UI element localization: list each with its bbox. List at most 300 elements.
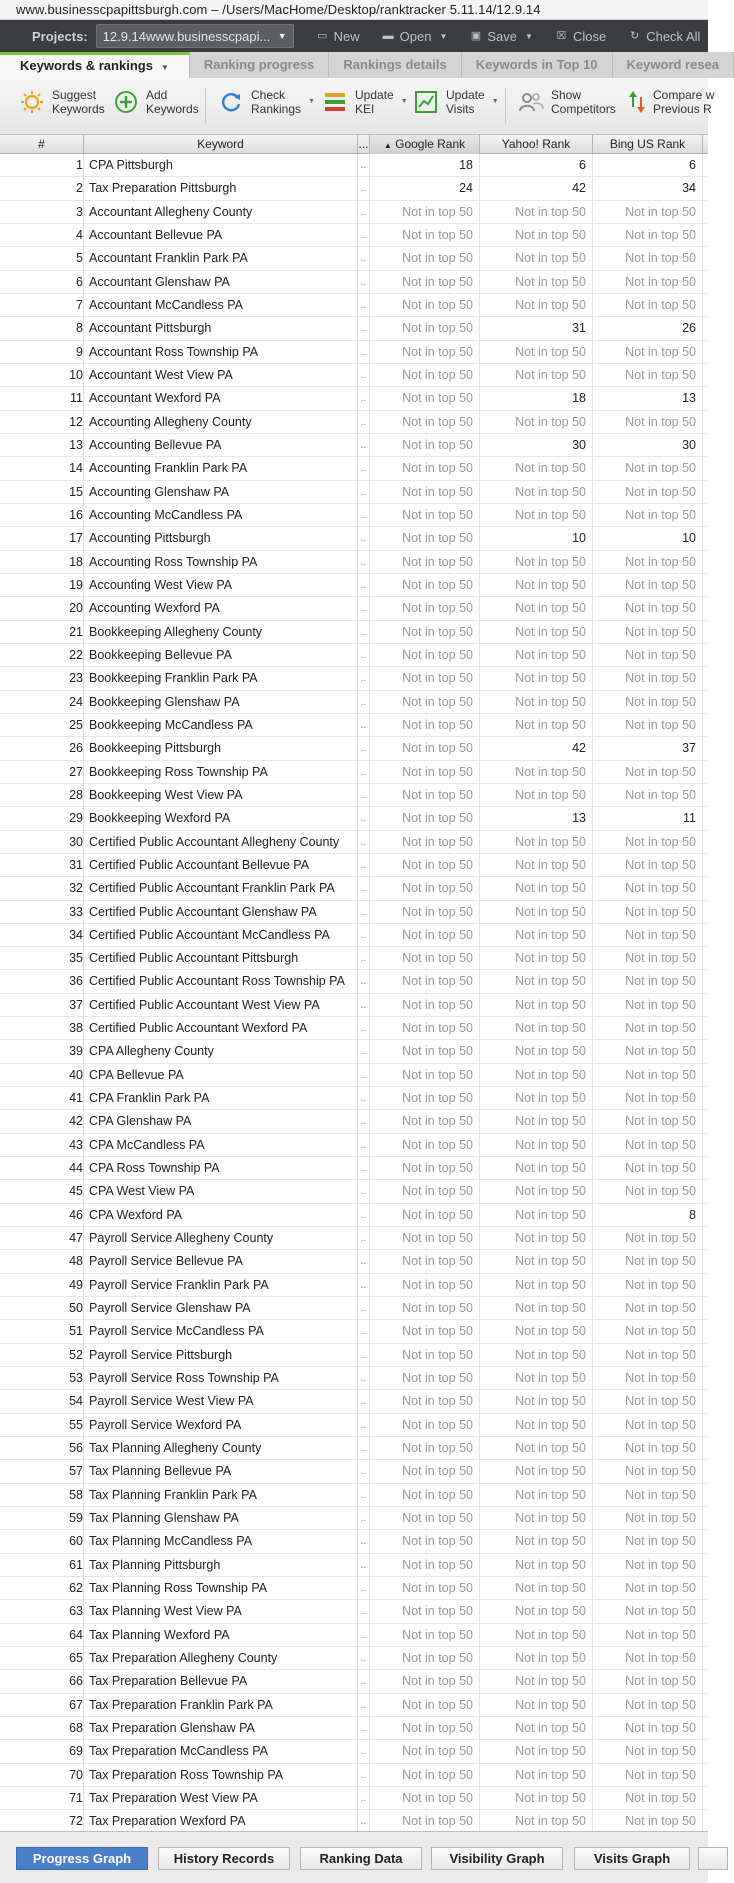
table-row[interactable] (0, 271, 708, 294)
more-cell: .. (358, 761, 370, 783)
table-row[interactable] (0, 807, 708, 830)
table-row[interactable] (0, 224, 708, 247)
overflow-cell (703, 761, 708, 783)
overflow-cell (703, 947, 708, 969)
save-button[interactable] (469, 29, 533, 44)
table-row[interactable] (0, 1180, 708, 1203)
column-header-bing-rank[interactable] (593, 135, 703, 154)
google-rank-cell: Not in top 50 (370, 201, 480, 223)
bing-rank-cell: Not in top 50 (593, 1110, 703, 1132)
bing-rank-cell: Not in top 50 (593, 621, 703, 643)
google-rank-cell: Not in top 50 (370, 1227, 480, 1249)
tab-visibility-graph[interactable] (431, 1847, 563, 1870)
bing-rank-cell: 34 (593, 177, 703, 199)
more-cell: .. (358, 714, 370, 736)
bing-rank-cell: Not in top 50 (593, 901, 703, 923)
yahoo-rank-cell: 31 (480, 317, 593, 339)
keyword-cell: Bookkeeping Ross Township PA (84, 761, 358, 783)
header-label: # (38, 137, 45, 151)
yahoo-rank-cell: Not in top 50 (480, 1227, 593, 1249)
bing-rank-cell: Not in top 50 (593, 784, 703, 806)
more-cell: .. (358, 1180, 370, 1202)
more-cell: .. (358, 1320, 370, 1342)
overflow-cell (703, 574, 708, 596)
keyword-cell: Certified Public Accountant Allegheny County (84, 831, 358, 853)
more-cell: .. (358, 1344, 370, 1366)
table-row[interactable] (0, 387, 708, 410)
table-row[interactable] (0, 691, 708, 714)
keyword-cell: Bookkeeping Bellevue PA (84, 644, 358, 666)
row-number: 48 (0, 1250, 84, 1272)
table-row[interactable] (0, 457, 708, 480)
yahoo-rank-cell: Not in top 50 (480, 621, 593, 643)
open-button[interactable] (382, 29, 448, 44)
table-row[interactable] (0, 1717, 708, 1740)
row-number: 61 (0, 1554, 84, 1576)
table-row[interactable] (0, 1507, 708, 1530)
more-cell: .. (358, 831, 370, 853)
google-rank-cell: Not in top 50 (370, 457, 480, 479)
table-row[interactable] (0, 714, 708, 737)
yahoo-rank-cell: Not in top 50 (480, 1484, 593, 1506)
keyword-cell: Accountant Wexford PA (84, 387, 358, 409)
row-number: 23 (0, 667, 84, 689)
yahoo-rank-cell: Not in top 50 (480, 1297, 593, 1319)
yahoo-rank-cell: Not in top 50 (480, 481, 593, 503)
chevron-down-icon: ▼ (491, 98, 499, 105)
table-row[interactable] (0, 1204, 708, 1227)
show-competitors-button[interactable] (517, 88, 616, 116)
close-button[interactable] (555, 29, 606, 44)
more-cell: .. (358, 411, 370, 433)
keyword-cell: CPA Allegheny County (84, 1040, 358, 1062)
yahoo-rank-cell: Not in top 50 (480, 1437, 593, 1459)
table-row[interactable] (0, 1390, 708, 1413)
more-cell: .. (358, 1647, 370, 1669)
chevron-down-icon: ▼ (439, 31, 448, 41)
table-row[interactable] (0, 1530, 708, 1553)
yahoo-rank-cell: Not in top 50 (480, 1554, 593, 1576)
bing-rank-cell: 30 (593, 434, 703, 456)
tab-keyword-research[interactable] (613, 52, 734, 78)
table-row[interactable] (0, 1460, 708, 1483)
table-row[interactable] (0, 1437, 708, 1460)
more-cell: .. (358, 527, 370, 549)
keyword-cell: Payroll Service Pittsburgh (84, 1344, 358, 1366)
google-rank-cell: Not in top 50 (370, 947, 480, 969)
keyword-cell: Payroll Service West View PA (84, 1390, 358, 1412)
yahoo-rank-cell: Not in top 50 (480, 854, 593, 876)
more-cell: .. (358, 1694, 370, 1716)
table-row[interactable] (0, 341, 708, 364)
google-rank-cell: Not in top 50 (370, 784, 480, 806)
bing-rank-cell: Not in top 50 (593, 1134, 703, 1156)
row-number: 65 (0, 1647, 84, 1669)
column-header-number[interactable] (0, 135, 84, 154)
row-number: 56 (0, 1437, 84, 1459)
overflow-cell (703, 387, 708, 409)
keyword-cell: Accountant Bellevue PA (84, 224, 358, 246)
update-kei-button[interactable] (321, 88, 408, 116)
table-row[interactable] (0, 1787, 708, 1810)
table-row[interactable] (0, 1600, 708, 1623)
bing-rank-cell: Not in top 50 (593, 247, 703, 269)
table-row[interactable] (0, 434, 708, 457)
overflow-cell (703, 831, 708, 853)
table-row[interactable] (0, 201, 708, 224)
google-rank-cell: Not in top 50 (370, 1157, 480, 1179)
google-rank-cell: Not in top 50 (370, 737, 480, 759)
table-row[interactable] (0, 1414, 708, 1437)
table-row[interactable] (0, 1694, 708, 1717)
keyword-cell: Bookkeeping Wexford PA (84, 807, 358, 829)
keyword-cell: CPA West View PA (84, 1180, 358, 1202)
keyword-cell: Accounting McCandless PA (84, 504, 358, 526)
google-rank-cell: Not in top 50 (370, 691, 480, 713)
table-row[interactable] (0, 1017, 708, 1040)
table-row[interactable] (0, 247, 708, 270)
keyword-cell: Bookkeeping Glenshaw PA (84, 691, 358, 713)
keyword-cell: Bookkeeping Franklin Park PA (84, 667, 358, 689)
suggest-keywords-button[interactable] (18, 88, 105, 116)
row-number: 17 (0, 527, 84, 549)
google-rank-cell: Not in top 50 (370, 1064, 480, 1086)
yahoo-rank-cell: Not in top 50 (480, 341, 593, 363)
keyword-cell: Accounting Pittsburgh (84, 527, 358, 549)
row-number: 32 (0, 877, 84, 899)
table-row[interactable] (0, 947, 708, 970)
bing-rank-cell: 37 (593, 737, 703, 759)
table-row[interactable] (0, 1250, 708, 1273)
bing-rank-cell: Not in top 50 (593, 691, 703, 713)
update-visits-label: Update Visits (446, 88, 485, 116)
row-number: 53 (0, 1367, 84, 1389)
more-cell: .. (358, 341, 370, 363)
row-number: 45 (0, 1180, 84, 1202)
column-header-yahoo-rank[interactable] (480, 135, 593, 154)
bing-rank-cell: Not in top 50 (593, 1647, 703, 1669)
yahoo-rank-cell: Not in top 50 (480, 1087, 593, 1109)
new-document-icon: ▭ (316, 30, 328, 42)
yahoo-rank-cell: Not in top 50 (480, 1414, 593, 1436)
overflow-cell (703, 1227, 708, 1249)
more-cell: .. (358, 387, 370, 409)
row-number: 62 (0, 1577, 84, 1599)
table-row[interactable] (0, 1320, 708, 1343)
google-rank-cell: Not in top 50 (370, 1110, 480, 1132)
row-number: 13 (0, 434, 84, 456)
more-cell: .. (358, 1670, 370, 1692)
table-row[interactable] (0, 317, 708, 340)
keyword-table-body (0, 154, 708, 1834)
keyword-cell: Tax Planning McCandless PA (84, 1530, 358, 1552)
table-row[interactable] (0, 527, 708, 550)
more-cell: .. (358, 1297, 370, 1319)
google-rank-cell: Not in top 50 (370, 1297, 480, 1319)
bing-rank-cell: Not in top 50 (593, 1694, 703, 1716)
keyword-cell: Bookkeeping Allegheny County (84, 621, 358, 643)
yahoo-rank-cell: Not in top 50 (480, 994, 593, 1016)
check-rankings-button[interactable] (217, 88, 316, 116)
folder-icon: ▬ (382, 30, 394, 42)
yahoo-rank-cell: Not in top 50 (480, 247, 593, 269)
table-row[interactable] (0, 970, 708, 993)
table-row[interactable] (0, 854, 708, 877)
update-visits-button[interactable] (412, 88, 499, 116)
bing-rank-cell: Not in top 50 (593, 831, 703, 853)
column-header-google-rank[interactable] (370, 135, 480, 154)
keyword-cell: Certified Public Accountant Franklin Park PA (84, 877, 358, 899)
tab-ranking-data[interactable] (300, 1847, 422, 1870)
table-row[interactable] (0, 294, 708, 317)
new-button[interactable] (316, 29, 360, 44)
keyword-cell: Accountant McCandless PA (84, 294, 358, 316)
more-cell: .. (358, 317, 370, 339)
table-row[interactable] (0, 1110, 708, 1133)
table-row[interactable] (0, 831, 708, 854)
table-row[interactable] (0, 924, 708, 947)
tab-rankings-details[interactable] (329, 52, 461, 78)
table-row[interactable] (0, 994, 708, 1017)
table-row[interactable] (0, 901, 708, 924)
keyword-cell: Accounting Bellevue PA (84, 434, 358, 456)
overflow-cell (703, 877, 708, 899)
google-rank-cell: Not in top 50 (370, 1694, 480, 1716)
table-row[interactable] (0, 1157, 708, 1180)
overflow-cell (703, 644, 708, 666)
keyword-cell: Bookkeeping McCandless PA (84, 714, 358, 736)
header-label: Bing US Rank (609, 137, 686, 151)
row-number: 22 (0, 644, 84, 666)
table-row[interactable] (0, 1344, 708, 1367)
keyword-cell: Accounting West View PA (84, 574, 358, 596)
table-row[interactable] (0, 644, 708, 667)
table-row[interactable] (0, 597, 708, 620)
more-cell: .. (358, 1134, 370, 1156)
compare-previous-button[interactable] (627, 88, 714, 116)
google-rank-cell: Not in top 50 (370, 434, 480, 456)
yahoo-rank-cell: Not in top 50 (480, 1064, 593, 1086)
overflow-cell (703, 1180, 708, 1202)
bing-rank-cell: Not in top 50 (593, 667, 703, 689)
tab-history-records[interactable] (158, 1847, 290, 1870)
visits-chart-icon (412, 88, 440, 116)
bing-rank-cell: Not in top 50 (593, 1320, 703, 1342)
column-header-keyword[interactable] (84, 135, 358, 154)
more-cell: .. (358, 1087, 370, 1109)
row-number: 41 (0, 1087, 84, 1109)
table-row[interactable] (0, 411, 708, 434)
yahoo-rank-cell: Not in top 50 (480, 504, 593, 526)
overflow-cell (703, 901, 708, 923)
bing-rank-cell: Not in top 50 (593, 1087, 703, 1109)
google-rank-cell: Not in top 50 (370, 1017, 480, 1039)
row-number: 63 (0, 1600, 84, 1622)
table-row[interactable] (0, 177, 708, 200)
overflow-cell (703, 527, 708, 549)
overflow-cell (703, 1344, 708, 1366)
bing-rank-cell: Not in top 50 (593, 481, 703, 503)
keyword-cell: CPA Pittsburgh (84, 154, 358, 176)
table-row[interactable] (0, 1367, 708, 1390)
table-row[interactable] (0, 784, 708, 807)
table-row[interactable] (0, 1647, 708, 1670)
row-number: 31 (0, 854, 84, 876)
row-number: 66 (0, 1670, 84, 1692)
table-row[interactable] (0, 1624, 708, 1647)
google-rank-cell: Not in top 50 (370, 1320, 480, 1342)
overflow-cell (703, 411, 708, 433)
keyword-cell: Bookkeeping Pittsburgh (84, 737, 358, 759)
google-rank-cell: Not in top 50 (370, 970, 480, 992)
overflow-cell (703, 1810, 708, 1832)
table-row[interactable] (0, 154, 708, 177)
more-cell: .. (358, 224, 370, 246)
table-row[interactable] (0, 737, 708, 760)
overflow-cell (703, 691, 708, 713)
add-circle-icon (112, 88, 140, 116)
kei-bars-icon (321, 88, 349, 116)
more-cell: .. (358, 1740, 370, 1762)
yahoo-rank-cell: Not in top 50 (480, 784, 593, 806)
keyword-cell: CPA Bellevue PA (84, 1064, 358, 1086)
table-row[interactable] (0, 1227, 708, 1250)
table-row[interactable] (0, 1764, 708, 1787)
keyword-cell: Certified Public Accountant Wexford PA (84, 1017, 358, 1039)
overflow-cell (703, 1110, 708, 1132)
column-header-more[interactable] (358, 135, 370, 154)
row-number: 54 (0, 1390, 84, 1412)
more-cell: .. (358, 364, 370, 386)
keyword-cell: Accountant Glenshaw PA (84, 271, 358, 293)
suggest-keywords-label: Suggest Keywords (52, 88, 105, 116)
keyword-cell: Certified Public Accountant Glenshaw PA (84, 901, 358, 923)
keyword-cell: CPA Wexford PA (84, 1204, 358, 1226)
tab-more[interactable] (698, 1847, 728, 1870)
keyword-cell: Tax Preparation Glenshaw PA (84, 1717, 358, 1739)
google-rank-cell: Not in top 50 (370, 1367, 480, 1389)
keyword-cell: Tax Planning Wexford PA (84, 1624, 358, 1646)
table-row[interactable] (0, 1740, 708, 1763)
table-row[interactable] (0, 1087, 708, 1110)
window-title-bar (0, 0, 708, 20)
table-row[interactable] (0, 481, 708, 504)
more-cell: .. (358, 1204, 370, 1226)
row-number: 49 (0, 1274, 84, 1296)
up-down-arrows-icon (627, 88, 647, 116)
more-cell: .. (358, 574, 370, 596)
row-number: 67 (0, 1694, 84, 1716)
table-row[interactable] (0, 1297, 708, 1320)
more-cell: .. (358, 1600, 370, 1622)
keyword-cell: Tax Planning Glenshaw PA (84, 1507, 358, 1529)
overflow-cell (703, 201, 708, 223)
row-number: 7 (0, 294, 84, 316)
table-row[interactable] (0, 551, 708, 574)
table-row[interactable] (0, 1554, 708, 1577)
overflow-cell (703, 1624, 708, 1646)
bing-rank-cell: Not in top 50 (593, 1460, 703, 1482)
row-number: 15 (0, 481, 84, 503)
row-number: 70 (0, 1764, 84, 1786)
tab-keywords-rankings[interactable] (0, 52, 190, 78)
google-rank-cell: Not in top 50 (370, 1530, 480, 1552)
google-rank-cell: Not in top 50 (370, 271, 480, 293)
table-row[interactable] (0, 574, 708, 597)
bing-rank-cell: Not in top 50 (593, 411, 703, 433)
table-row[interactable] (0, 667, 708, 690)
more-cell: .. (358, 1017, 370, 1039)
keyword-cell: Accountant West View PA (84, 364, 358, 386)
project-selector[interactable] (96, 24, 294, 48)
table-row[interactable] (0, 1064, 708, 1087)
google-rank-cell: Not in top 50 (370, 1180, 480, 1202)
more-cell: .. (358, 644, 370, 666)
table-row[interactable] (0, 1484, 708, 1507)
tab-label: Keywords & rankings (20, 58, 153, 73)
tab-visits-graph[interactable] (574, 1847, 690, 1870)
google-rank-cell: Not in top 50 (370, 504, 480, 526)
table-row[interactable] (0, 504, 708, 527)
keyword-cell: CPA Franklin Park PA (84, 1087, 358, 1109)
keyword-cell: Accountant Pittsburgh (84, 317, 358, 339)
overflow-cell (703, 434, 708, 456)
google-rank-cell: Not in top 50 (370, 807, 480, 829)
tab-keywords-top-10[interactable] (462, 52, 613, 78)
table-row[interactable] (0, 364, 708, 387)
row-number: 2 (0, 177, 84, 199)
table-row[interactable] (0, 1670, 708, 1693)
add-keywords-button[interactable] (112, 88, 199, 116)
yahoo-rank-cell: Not in top 50 (480, 1180, 593, 1202)
yahoo-rank-cell: Not in top 50 (480, 1157, 593, 1179)
overflow-cell (703, 1087, 708, 1109)
table-row[interactable] (0, 761, 708, 784)
google-rank-cell: Not in top 50 (370, 831, 480, 853)
bing-rank-cell: Not in top 50 (593, 1250, 703, 1272)
tab-ranking-progress[interactable] (190, 52, 330, 78)
more-cell: .. (358, 504, 370, 526)
overflow-cell (703, 1484, 708, 1506)
overflow-cell (703, 807, 708, 829)
overflow-cell (703, 364, 708, 386)
yahoo-rank-cell: Not in top 50 (480, 1507, 593, 1529)
row-number: 28 (0, 784, 84, 806)
row-number: 58 (0, 1484, 84, 1506)
overflow-cell (703, 924, 708, 946)
check-all-button[interactable] (628, 29, 700, 44)
table-row[interactable] (0, 621, 708, 644)
google-rank-cell: 18 (370, 154, 480, 176)
tab-progress-graph[interactable] (16, 1847, 148, 1870)
bing-rank-cell: Not in top 50 (593, 224, 703, 246)
keyword-cell: Tax Preparation Wexford PA (84, 1810, 358, 1832)
overflow-cell (703, 1647, 708, 1669)
bing-rank-cell: Not in top 50 (593, 1227, 703, 1249)
yahoo-rank-cell: Not in top 50 (480, 947, 593, 969)
overflow-cell (703, 177, 708, 199)
keyword-cell: Certified Public Accountant McCandless PA (84, 924, 358, 946)
row-number: 59 (0, 1507, 84, 1529)
table-row[interactable] (0, 1577, 708, 1600)
row-number: 14 (0, 457, 84, 479)
row-number: 6 (0, 271, 84, 293)
table-row[interactable] (0, 1274, 708, 1297)
overflow-cell (703, 154, 708, 176)
table-row[interactable] (0, 1040, 708, 1063)
table-row[interactable] (0, 1134, 708, 1157)
table-row[interactable] (0, 877, 708, 900)
